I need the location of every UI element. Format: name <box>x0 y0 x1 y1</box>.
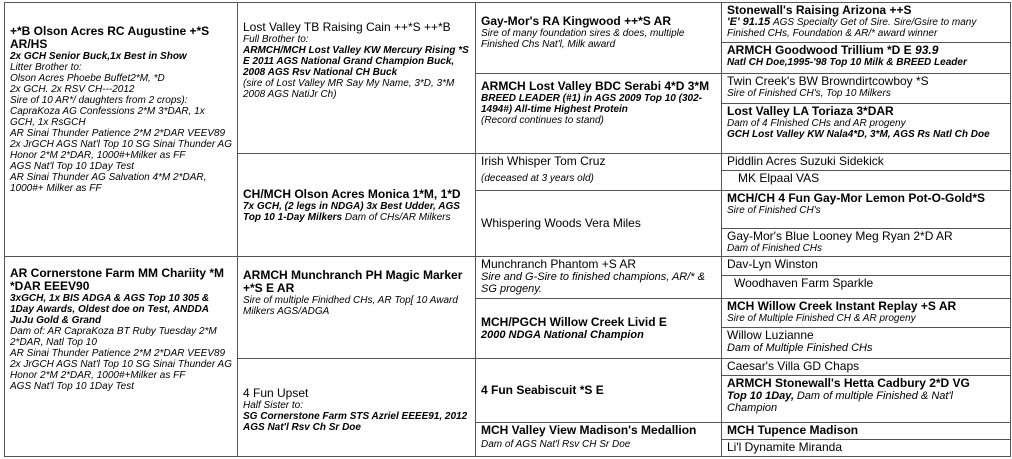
anc-1-note: AGS Specialty Get of Sire. Sire/Gsire to many Finished CHs, Foundation & AR/* award winner <box>727 17 977 39</box>
anc-8-cell <box>722 228 1011 256</box>
dam-cell <box>5 257 238 457</box>
dam-line-2: AR Sinai Thunder Patience 2*M 2*DAR VEEV89 2x JrGCH AGS Nat'l Top 10 SG Sinai Thunder AG Honor 2*M 2*DAR, 1000#+Milker as FF <box>10 348 233 382</box>
anc-16-cell <box>722 440 1011 457</box>
dss-name: Munchranch Phantom +S AR <box>481 257 637 272</box>
anc-10-name: Woodhaven Farm Sparkle <box>734 275 874 290</box>
anc-8-note: Dam of Finished CHs <box>727 242 823 254</box>
sire-name: +*B Olson Acres RC Augustine +*S AR/HS <box>10 24 210 51</box>
anc-3-note: Sire of Finished CH's, Top 10 Milkers <box>727 88 891 100</box>
sire-dam-name: CH/MCH Olson Acres Monica 1*M, 1*D <box>243 186 461 201</box>
ddd-note: Dam of AGS Nat'l Rsv CH Sr Doe <box>481 439 631 451</box>
dam-dam-name: 4 Fun Upset <box>243 386 309 401</box>
dam-dam-note: Half Sister to: <box>243 400 304 412</box>
anc-14-award: Top 10 1Day, <box>727 389 795 402</box>
anc-2-score: 93.9 <box>915 42 939 57</box>
anc-9-name: Dav-Lyn Winston <box>727 257 818 272</box>
dss-note: Sire and G-Sire to finished champions, AR/* & SG progeny. <box>481 271 705 296</box>
anc-3-cell <box>722 74 1011 103</box>
anc-7-cell <box>722 191 1011 229</box>
sire-dam-note: Dam of CHs/AR Milkers <box>344 211 451 223</box>
anc-11-note: Sire of Multiple Finished CH & AR progeny <box>727 313 916 325</box>
sdd-cell <box>476 191 722 257</box>
sire-line-3: 2x GCH. 2x RSV CH---2012 <box>10 84 135 95</box>
ssd-award: BREED LEADER (#1) in AGS 2009 Top 10 (302-1494#) All-time Highest Protein <box>481 93 702 116</box>
anc-3-name: Twin Creek's BW Browndirtcowboy *S <box>727 74 929 89</box>
sire-sire-note: Full Brother to: <box>243 34 309 45</box>
anc-1-score: 'E' 91.15 <box>727 16 771 28</box>
ssd-name: ARMCH Lost Valley BDC Serabi 4*D 3*M <box>481 79 710 94</box>
dam-sire-cell <box>238 257 476 359</box>
anc-2-name: ARMCH Goodwood Trillium *D E <box>727 42 912 57</box>
sds-name: Irish Whisper Tom Cruz <box>481 154 606 169</box>
ssd-note: (Record continues to stand) <box>481 115 604 127</box>
dds-cell <box>476 359 722 423</box>
anc-2-cell <box>722 42 1011 74</box>
dsd-cell <box>476 299 722 359</box>
anc-15-name: MCH Tupence Madison <box>727 423 859 438</box>
sds-note: (deceased at 3 years old) <box>481 173 594 185</box>
sire-sire-cell <box>238 3 476 154</box>
anc-7-name: MCH/CH 4 Fun Gay-Mor Lemon Pot-O-Gold*S <box>727 191 985 206</box>
anc-15-cell <box>722 423 1011 440</box>
anc-13-name: Caesar's Villa GD Chaps <box>727 359 860 374</box>
sss-cell <box>476 3 722 74</box>
dam-award: 3xGCH, 1x BIS ADGA & AGS Top 10 305 & 1Day Awards, Oldest doe on Test, ANDDA JuJu Gold & Grand <box>10 293 210 327</box>
anc-4-award: GCH Lost Valley KW Nala4*D, 3*M, AGS Rs Natl Ch Doe <box>727 128 990 140</box>
ddd-name: MCH Valley View Madison's Medallion <box>481 423 697 438</box>
dam-name: AR Cornerstone Farm MM Chariity *M *DAR EEEV90 <box>10 266 225 294</box>
anc-5-cell <box>722 154 1011 171</box>
anc-6-name: MK Elpaal VAS <box>738 171 820 186</box>
sire-award: 2x GCH Senior Buck,1x Best in Show <box>10 51 187 62</box>
sire-cell <box>5 3 238 257</box>
dam-dam-award: SG Cornerstone Farm STS Azriel EEEE91, 2012 AGS Nat'l Rsv Ch Sr Doe <box>243 411 468 434</box>
sire-line-1: Litter Brother to: <box>10 62 82 73</box>
pedigree-table <box>4 2 1011 457</box>
anc-4-note: Dam of 4 FInished CHs and AR progeny <box>727 117 906 129</box>
sds-cell <box>476 154 722 191</box>
anc-12-name: Willow Luzianne <box>727 327 814 342</box>
dam-dam-cell <box>238 359 476 457</box>
sire-line-6: AR Sinai Thunder Patience 2*M 2*DAR VEEV89 2x JrGCH AGS Nat'l Top 10 SG Sinai Thunder AG Honor 2*M 2*DAR, 1000#+Milker as FF <box>10 128 233 161</box>
sire-dam-cell <box>238 154 476 257</box>
anc-6-cell <box>722 171 1011 191</box>
anc-5-name: Piddlin Acres Suzuki Sidekick <box>727 154 884 169</box>
dam-line-1: Dam of: AR CapraKoza BT Ruby Tuesday 2*M 2*DAR, Natl Top 10 <box>10 326 217 349</box>
anc-7-note: Sire of Finished CH's <box>727 205 821 217</box>
ddd-cell <box>476 423 722 457</box>
sire-dam-award: 7x GCH, (2 legs in NDGA) 3x Best Udder, AGS Top 10 1-Day Milkers <box>243 200 460 223</box>
anc-14-cell <box>722 375 1011 422</box>
sss-name: Gay-Mor's RA Kingwood ++*S AR <box>481 14 671 28</box>
anc-16-name: Li'l Dynamite Miranda <box>727 440 843 455</box>
anc-11-name: MCH Willow Creek Instant Replay +S AR <box>727 299 957 314</box>
anc-1-name: Stonewall's Raising Arizona ++S <box>727 3 912 17</box>
sire-sire-note-2: (sire of Lost Valley MR Say My Name, 3*D, 3*M 2008 AGS NatiJr Ch) <box>243 78 455 100</box>
dam-sire-note: Sire of multiple Finidhed CHs, AR Top[ 10 Award Milkers AGS/ADGA <box>243 295 458 318</box>
dsd-name: MCH/PGCH Willow Creek Livid E <box>481 315 667 330</box>
anc-11-cell <box>722 299 1011 327</box>
sire-line-2: Olson Acres Phoebe Buffet2*M, *D <box>10 73 165 84</box>
sire-sire-name: Lost Valley TB Raising Cain ++*S ++*B <box>243 20 451 34</box>
dam-sire-name: ARMCH Munchranch PH Magic Marker +*S E AR <box>243 268 463 296</box>
anc-12-note: Dam of Multiple Finished CHs <box>727 341 873 354</box>
anc-4-name: Lost Valley LA Toriaza 3*DAR <box>727 103 894 118</box>
anc-1-cell <box>722 3 1011 43</box>
sire-line-8: AR Sinai Thunder AG Salvation 4*M 2*DAR, 1000#+ Milker as FF <box>10 172 207 194</box>
dsd-award: 2000 NDGA National Champion <box>481 329 644 342</box>
anc-9-cell <box>722 257 1011 275</box>
anc-2-award: Natl CH Doe,1995-'98 Top 10 Milk & BREED Leader <box>727 56 967 68</box>
anc-13-cell <box>722 359 1011 376</box>
anc-8-name: Gay-Mor's Blue Looney Meg Ryan 2*D AR <box>727 228 953 243</box>
dds-name: 4 Fun Seabiscuit *S E <box>481 383 604 398</box>
anc-14-name: ARMCH Stonewall's Hetta Cadbury 2*D VG <box>727 375 970 390</box>
dss-cell <box>476 257 722 299</box>
anc-12-cell <box>722 327 1011 359</box>
sss-note: Sire of many foundation sires & does, multiple Finished Chs Nat'l, Milk award <box>481 28 685 50</box>
ssd-cell <box>476 74 722 154</box>
sire-line-5: CapraKoza AG Confessions 2*M 3*DAR, 1x GCH, 1x RsGCH <box>10 106 205 128</box>
sire-line-4: Sire of 10 AR*/ daughters from 2 crops): <box>10 95 188 106</box>
anc-14-note: Dam of multiple Finished & Nat'l Champion <box>727 389 953 414</box>
ddd-name-block <box>481 424 716 450</box>
sire-sire-award: ARMCH/MCH Lost Valley KW Mercury Rising *S E 2011 AGS National Grand Champion Buck, 2008 AGS Rsv National CH Buck <box>243 45 469 78</box>
anc-10-cell <box>722 275 1011 299</box>
anc-4-cell <box>722 103 1011 153</box>
dam-line-3: AGS Nat'l Top 10 1Day Test <box>10 381 135 393</box>
sdd-name: Whispering Woods Vera Miles <box>481 216 641 231</box>
sire-line-7: AGS Nat'l Top 10 1Day Test <box>10 161 135 172</box>
